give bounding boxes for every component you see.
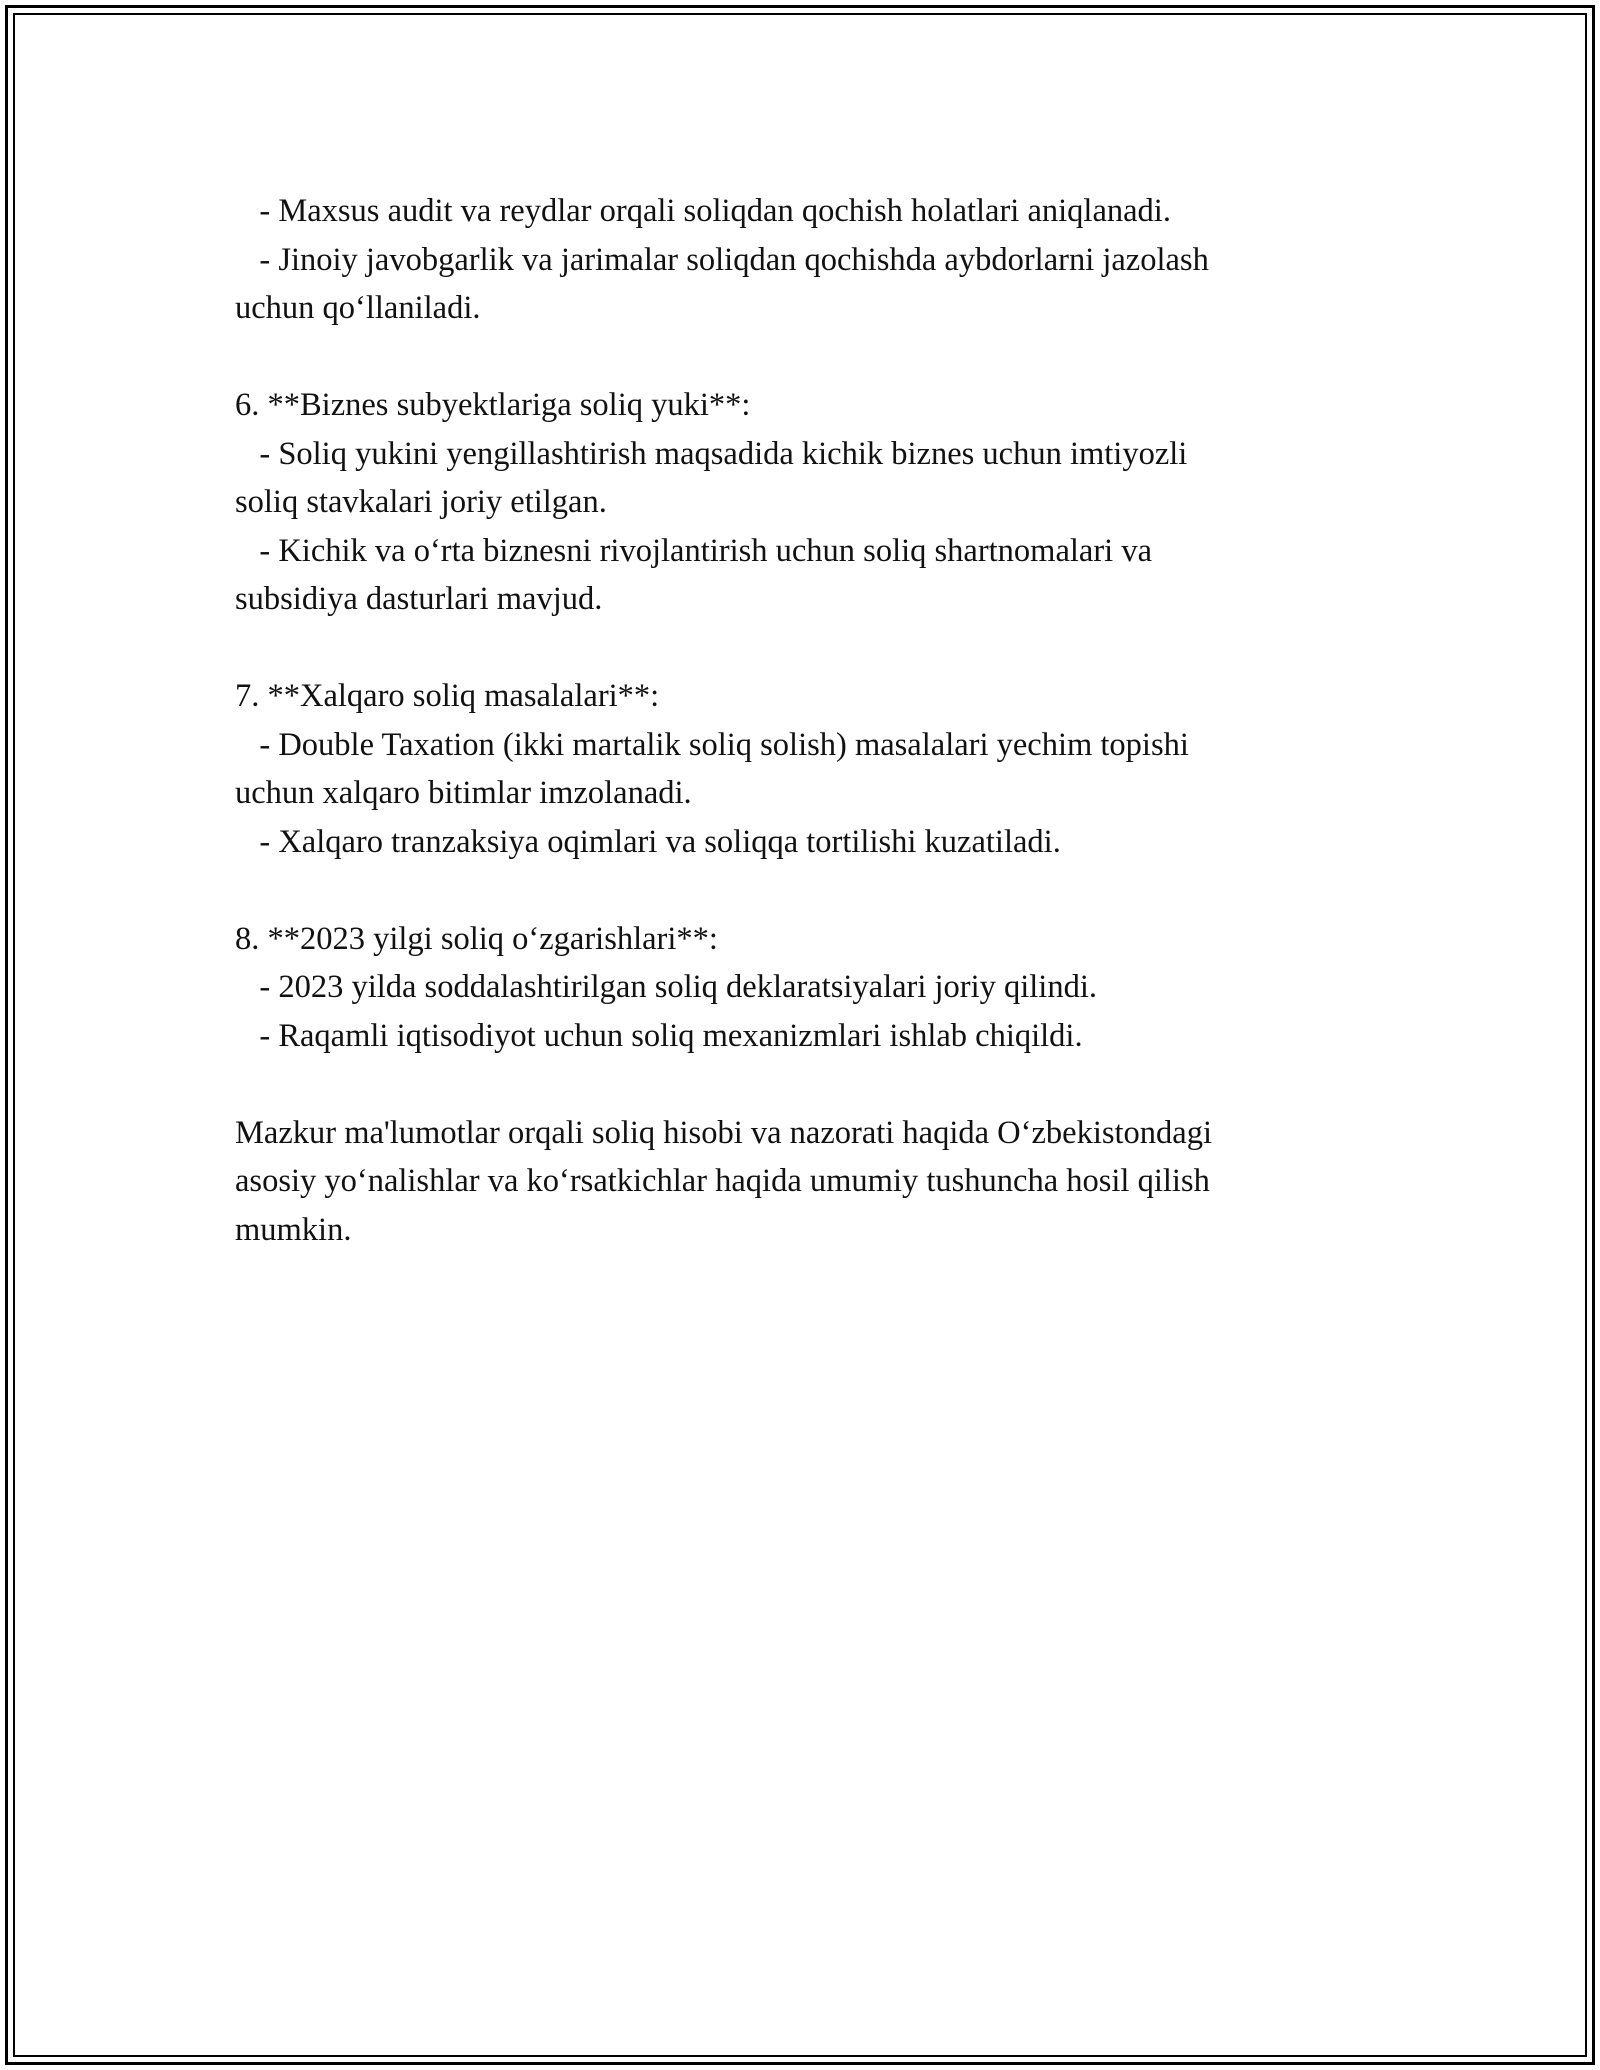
bullet-sme-support-line-2: subsidiya dasturlari mavjud. xyxy=(235,581,603,617)
section-7-heading: 7. **Xalqaro soliq masalalari**: xyxy=(235,678,660,714)
conclusion-line-1: Mazkur ma'lumotlar orqali soliq hisobi va nazorati haqida O‘zbekistondagi xyxy=(235,1114,1212,1151)
bullet-sme-support-line-1: - Kichik va o‘rta biznesni rivojlantirish uchun soliq shartnomalari va xyxy=(235,532,1152,569)
section-8-heading: 8. **2023 yilgi soliq o‘zgarishlari**: xyxy=(235,920,718,957)
document-body xyxy=(235,187,1365,1254)
conclusion-paragraph xyxy=(235,1109,1365,1255)
section-6 xyxy=(235,381,1365,624)
section-8 xyxy=(235,915,1365,1061)
paragraph-gap xyxy=(235,1060,1365,1109)
section-7 xyxy=(235,672,1365,866)
bullet-double-taxation-line-2: uchun xalqaro bitimlar imzolanadi. xyxy=(235,775,692,811)
paragraph-gap xyxy=(235,866,1365,915)
conclusion-line-3: mumkin. xyxy=(235,1211,352,1248)
bullet-criminal-liability-line-2: uchun qo‘llaniladi. xyxy=(235,290,481,326)
bullet-digital-economy: - Raqamli iqtisodiyot uchun soliq mexanizmlari ishlab chiqildi. xyxy=(235,1017,1083,1054)
bullet-double-taxation-line-1: - Double Taxation (ikki martalik soliq solish) masalalari yechim topishi xyxy=(235,726,1189,763)
bullet-simplified-declarations: - 2023 yilda soddalashtirilgan soliq deklaratsiyalari joriy qilindi. xyxy=(235,969,1097,1005)
bullet-transaction-flows: - Xalqaro tranzaksiya oqimlari va soliqqa tortilishi kuzatiladi. xyxy=(235,823,1061,860)
section-5-continuation xyxy=(235,187,1365,333)
section-6-heading: 6. **Biznes subyektlariga soliq yuki**: xyxy=(235,387,751,423)
paragraph-gap xyxy=(235,333,1365,382)
bullet-audit: - Maxsus audit va reydlar orqali soliqdan qochish holatlari aniqlanadi. xyxy=(235,193,1171,229)
bullet-tax-relief-line-1: - Soliq yukini yengillashtirish maqsadida kichik biznes uchun imtiyozli xyxy=(235,435,1188,472)
bullet-criminal-liability-line-1: - Jinoiy javobgarlik va jarimalar soliqdan qochishda aybdorlarni jazolash xyxy=(235,241,1209,278)
bullet-tax-relief-line-2: soliq stavkalari joriy etilgan. xyxy=(235,484,607,520)
conclusion-line-2: asosiy yo‘nalishlar va ko‘rsatkichlar haqida umumiy tushuncha hosil qilish xyxy=(235,1163,1210,1199)
paragraph-gap xyxy=(235,624,1365,673)
